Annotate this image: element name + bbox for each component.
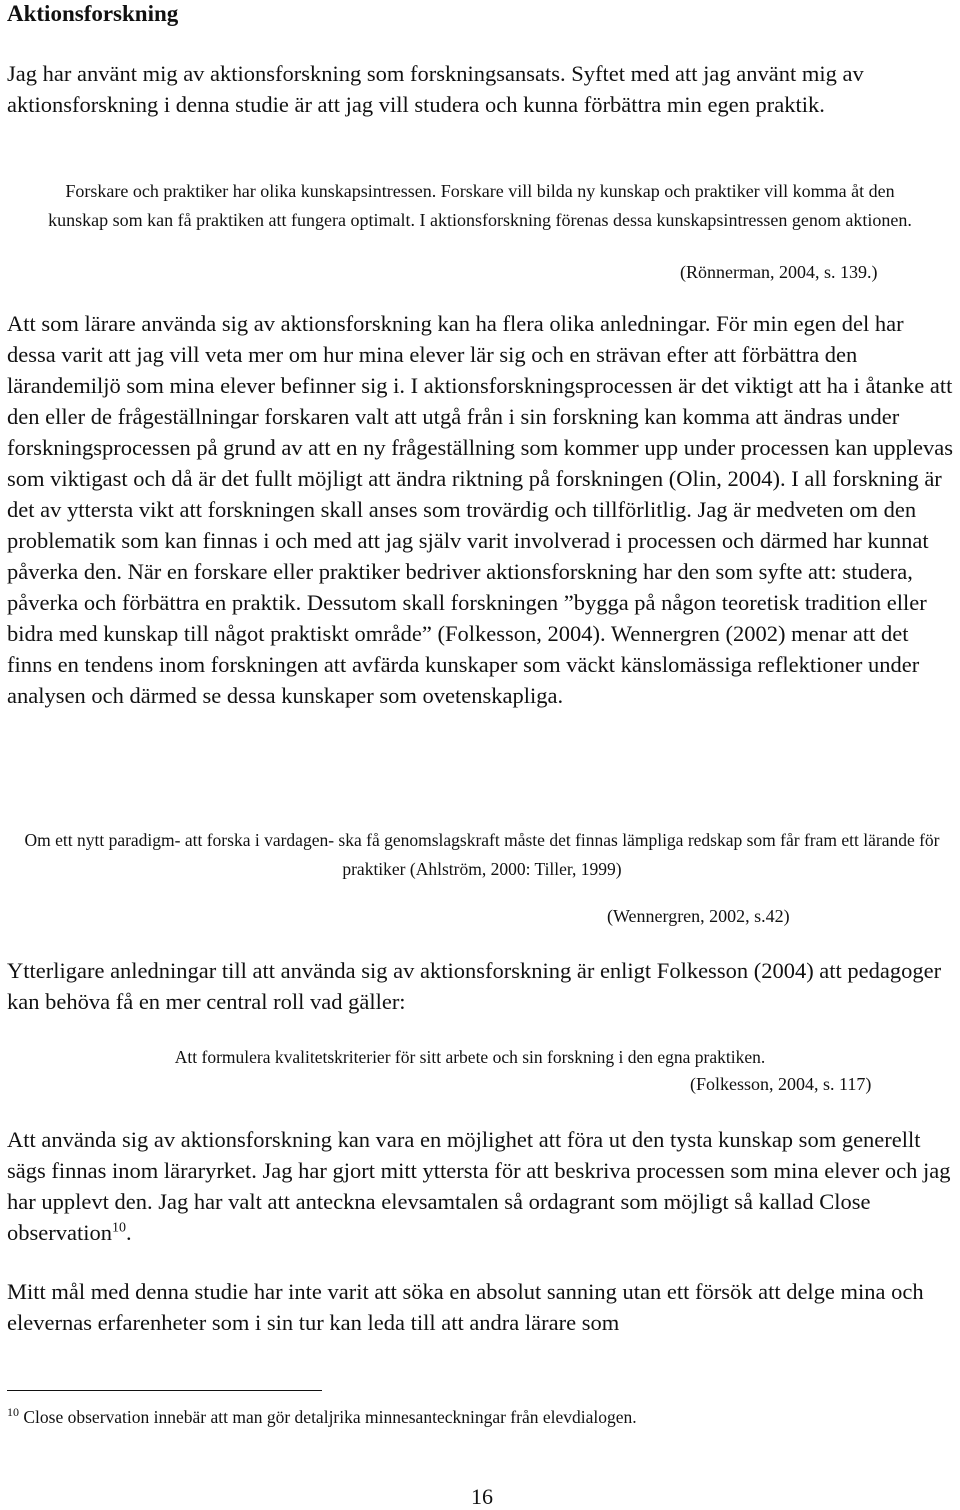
footnote-divider: [7, 1390, 322, 1391]
block-quote-wennergren: Om ett nytt paradigm- att forska i vardagen- ska få genomslagskraft måste det finnas lämpliga redskap som får fram ett lärande för praktiker (Ahlström, 2000: Tiller, 1999): [24, 830, 940, 879]
block-quote-folkesson: Att formulera kvalitetskriterier för sitt arbete och sin forskning i den egna praktiken.: [174, 1047, 766, 1067]
quote-citation-wennergren: (Wennergren, 2002, s.42): [607, 906, 790, 926]
footnote: [7, 1404, 947, 1430]
footnote-number: 10: [7, 1405, 19, 1420]
page-number: 16: [471, 1484, 493, 1509]
paragraph-tacit-text: Att använda sig av aktionsforskning kan vara en möjlighet att föra ut den tysta kunskap som generellt sägs finnas inom läraryrket. Jag har gjort mitt yttersta för att beskriva processen som mina elever och jag har upplevt den. Jag har valt att anteckna elevsamtalen så ordagrant som möjligt så kallad Close observation: [7, 1127, 951, 1245]
paragraph-reasons: Att som lärare använda sig av aktionsforskning kan ha flera olika anledningar. För min egen del har dessa varit att jag vill veta mer om hur mina elever lär sig och en strävan efter att förbättra den lärandemiljö som mina elever befinner sig i. I aktionsforskningsprocessen är det viktigt att ha i åtanke att den eller de frågeställningar forskaren valt att utgå från i sin forskning kan komma att ändras under forskningsprocessen på grund av att en ny frågeställning som kommer upp under processen kan upplevas som viktigast och då är det fullt möjligt att ändra riktning på forskningen (Olin, 2004). I all forskning är det av yttersta vikt att forskningen skall anses som trovärdig och tillförlitlig. Jag är medveten om den problematik som kan finnas i och med att jag själv varit involverad i processen och därmed har kunnat påverka den. När en forskare eller praktiker bedriver aktionsforskning har den som syfte att: studera, påverka och förbättra en praktik. Dessutom skall forskningen ”bygga på någon teoretisk tradition eller bidra med kunskap till något praktiskt område” (Folkesson, 2004). Wennergren (2002) menar att det finns en tendens inom forskningen att avfärda kunskaper som väckt känslomässiga reflektioner under analysen och därmed se dessa kunskaper som ovetenskapliga.: [7, 311, 954, 708]
quote-citation-ronnerman: (Rönnerman, 2004, s. 139.): [680, 262, 878, 282]
paragraph-goal: Mitt mål med denna studie har inte varit att söka en absolut sanning utan ett försök att delge mina och elevernas erfarenheter som i sin tur kan leda till att andra lärare som: [7, 1279, 924, 1335]
quote-citation-folkesson: (Folkesson, 2004, s. 117): [690, 1074, 872, 1094]
paragraph-further-reasons: Ytterligare anledningar till att använda sig av aktionsforskning är enligt Folkesson (2004) att pedagoger kan behöva få en mer central roll vad gäller:: [7, 958, 942, 1014]
block-quote-ronnerman: Forskare och praktiker har olika kunskapsintressen. Forskare vill bilda ny kunskap och praktiker vill komma åt den kunskap som kan få praktiken att fungera optimalt. I aktionsforskning förenas dessa kunskapsintressen genom aktionen.: [48, 181, 912, 230]
footnote-reference[interactable]: 10: [111, 1220, 126, 1236]
paragraph-tacit-knowledge: [7, 1124, 953, 1248]
paragraph-tacit-end: .: [125, 1220, 132, 1245]
paragraph-intro: Jag har använt mig av aktionsforskning som forskningsansats. Syftet med att jag använt mig av aktionsforskning i denna studie är att jag vill studera och kunna förbättra min egen praktik.: [7, 61, 864, 117]
footnote-text: Close observation innebär att man gör detaljrika minnesanteckningar från elevdialogen.: [19, 1407, 637, 1427]
section-heading: Aktionsforskning: [7, 1, 179, 26]
